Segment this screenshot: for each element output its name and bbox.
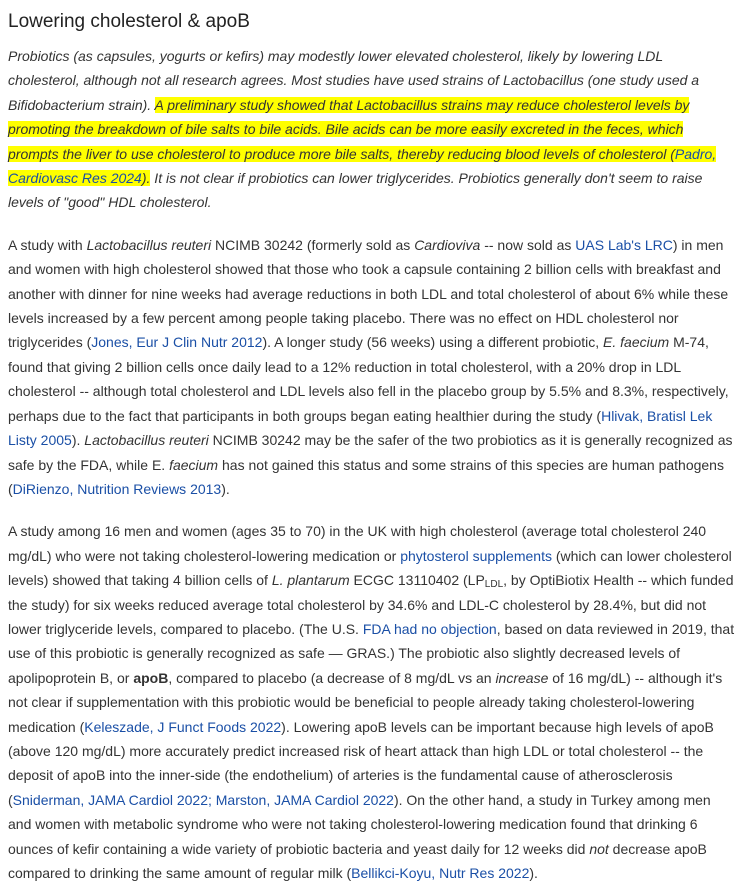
citation-link-hlivak[interactable]: Hlivak, Bratisl Lek Listy 2005 bbox=[8, 407, 713, 449]
text: -- now sold as bbox=[480, 236, 576, 253]
text: It is not clear if probiotics can lower triglycerides. Probiotics generally don't seem to raise levels of "good" HDL cholesterol. bbox=[8, 170, 703, 211]
text: A preliminary study showed that Lactobacillus strains may reduce cholesterol levels by promoting the breakdown of bile salts to bile acids. Bile acids can be more easily excreted in the feces, which prompts the liver to use cholesterol to produce more bile salts, thereby reducing blood levels of cholesterol ( bbox=[8, 96, 690, 162]
text: NCIMB 30242 may be the safer of the two probiotics as it is generally recognized as safe by the FDA, while E. bbox=[8, 432, 733, 473]
text: ) in men and women with high cholesterol showed that those who took a capsule containing 2 billion cells with breakfast and another with dinner for nine weeks had average reductions in both LDL and total cholesterol of about 6% while these levels increased by a few percent among people taking placebo. There was no effect on HDL cholesterol nor triglycerides ( bbox=[8, 236, 729, 351]
product-name: Cardioviva bbox=[414, 236, 481, 253]
text: A study with bbox=[8, 236, 87, 253]
text: (which can lower cholesterol levels) showed that taking 4 billion cells of bbox=[8, 547, 732, 589]
text: M-74, found that giving 2 billion cells once daily lead to a 12% reduction in total cholesterol, with a 20% drop in LDL cholesterol -- although total cholesterol and LDL levels also fell in the placebo group by 5.5% and 8.3%, respectively, perhaps due to the fact that participants in both groups began eating healthier during the study ( bbox=[8, 334, 729, 424]
text: ). bbox=[141, 170, 151, 187]
plantarum-paragraph bbox=[8, 519, 735, 885]
citation-link-bellikci-koyu[interactable]: Bellikci-Koyu, Nutr Res 2022 bbox=[351, 865, 530, 881]
emphasis-not: not bbox=[589, 840, 609, 857]
species-name: L. plantarum bbox=[271, 572, 350, 589]
text: ). bbox=[221, 480, 230, 497]
text: ECGC 13110402 (LP bbox=[349, 572, 485, 589]
citation-link-padro[interactable]: Padro, Cardiovasc Res 2024 bbox=[8, 145, 717, 187]
text: NCIMB 30242 (formerly sold as bbox=[211, 236, 415, 253]
species-name: Lactobacillus reuteri bbox=[84, 432, 209, 449]
bold-apob: apoB bbox=[133, 669, 169, 686]
text: of 16 mg/dL) -- although it's not clear if supplementation with this probiotic would be beneficial to people already taking cholesterol-lowering medication ( bbox=[8, 669, 723, 735]
text: ). bbox=[529, 865, 538, 881]
citation-link-dirienzo[interactable]: DiRienzo, Nutrition Reviews 2013 bbox=[12, 480, 222, 497]
citation-link-keleszade[interactable]: Keleszade, J Funct Foods 2022 bbox=[84, 718, 282, 735]
text: ). A longer study (56 weeks) using a different probiotic, bbox=[262, 334, 604, 351]
reuteri-paragraph bbox=[8, 233, 735, 501]
text: Probiotics (as capsules, yogurts or kefirs) may modestly lower elevated cholesterol, likely by lowering LDL cholesterol, although not all research agrees. Most studies have used strains of Lactobacillus (one study used a Bifidobacterium strain). bbox=[8, 48, 700, 113]
text: ). bbox=[71, 432, 85, 449]
link-uas-labs-lrc[interactable]: UAS Lab's LRC bbox=[575, 236, 673, 253]
text: A study among 16 men and women (ages 35 to 70) in the UK with high cholesterol (average total cholesterol 240 mg/dL) who were not taking cholesterol-lowering medication or bbox=[8, 523, 707, 564]
link-phytosterol-supplements[interactable]: phytosterol supplements bbox=[400, 547, 552, 564]
species-name: faecium bbox=[169, 456, 219, 473]
species-name: Lactobacillus reuteri bbox=[86, 236, 212, 253]
text: ). On the other hand, a study in Turkey among men and women with metabolic syndrome who were not taking cholesterol-lowering medication found that drinking 6 ounces of kefir containing a wide variety of probiotic bacteria and yeast daily for 12 weeks did bbox=[8, 791, 711, 857]
citation-link-jones[interactable]: Jones, Eur J Clin Nutr 2012 bbox=[91, 334, 263, 351]
text: , compared to placebo (a decrease of 8 mg/dL vs an bbox=[168, 669, 496, 686]
text: ). Lowering apoB levels can be important because high levels of apoB (above 120 mg/dL) more accurately predict increased risk of heart attack than high LDL or total cholesterol -- the deposit of apoB into the inner-side (the endothelium) of arteries is the fundamental cause of atherosclerosis ( bbox=[8, 718, 714, 808]
section-heading: Lowering cholesterol & apoB bbox=[8, 11, 250, 32]
link-fda-no-objection[interactable]: FDA had no objection bbox=[362, 620, 497, 637]
species-name: E. faecium bbox=[603, 334, 670, 351]
subscript-ldl: LDL bbox=[484, 579, 504, 591]
text: , by OptiBiotix Health -- which funded the study) for six weeks reduced average total cholesterol by 34.6% and LDL-C cholesterol by 28.4%, but did not lower triglyceride levels, compared to placebo. (The U.S. bbox=[8, 572, 734, 637]
text: decrease apoB compared to drinking the same amount of regular milk ( bbox=[8, 840, 707, 881]
intro-paragraph bbox=[8, 44, 735, 215]
text: has not gained this status and some strains of this species are human pathogens ( bbox=[8, 456, 724, 497]
citation-link-sniderman-marston[interactable]: Sniderman, JAMA Cardiol 2022; Marston, JAMA Cardiol 2022 bbox=[12, 791, 394, 808]
emphasis-increase: increase bbox=[495, 669, 549, 686]
text: , based on data reviewed in 2019, that use of this probiotic is generally recognized as safe — GRAS.) The probiotic also slightly decreased levels of apolipoprotein B, or bbox=[8, 620, 735, 686]
